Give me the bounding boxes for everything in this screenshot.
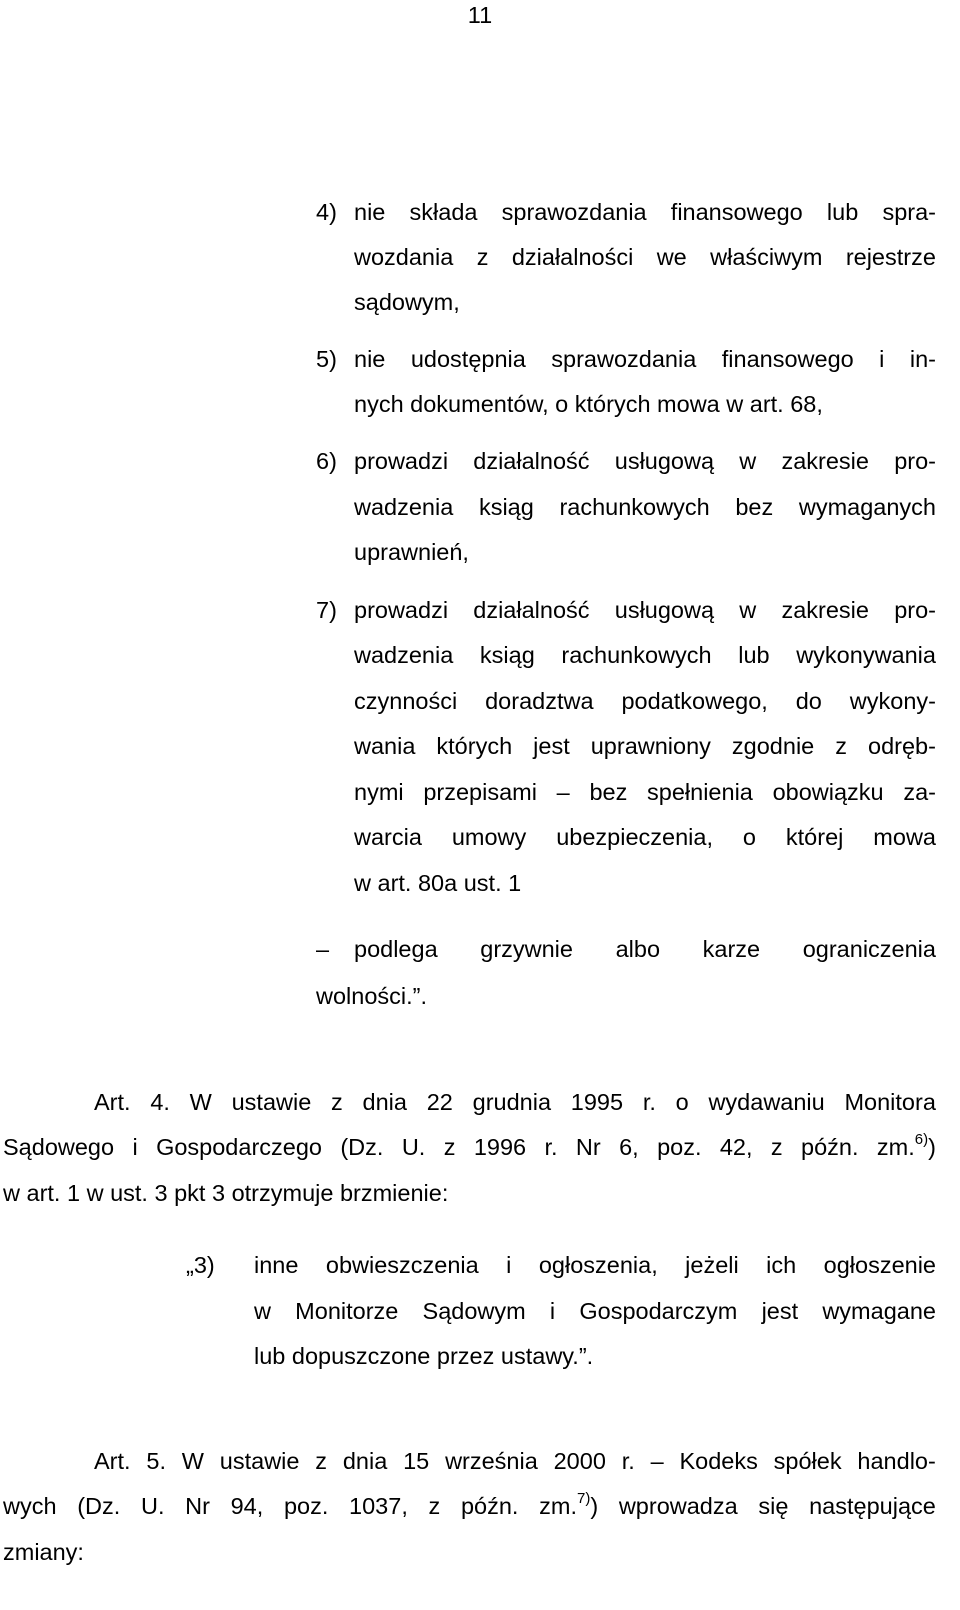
list-item-line: warcia umowy ubezpieczenia, o której mowa	[354, 824, 936, 850]
art5-line-end: zmiany:	[3, 1539, 84, 1565]
footnote-ref: 7)	[576, 1490, 591, 1508]
list-item-line: wadzenia ksiąg rachunkowych bez wymaganych	[354, 494, 936, 520]
list-item-line: nymi przepisami – bez spełnienia obowiązku za-	[354, 779, 936, 805]
art4-line: Art. 4. W ustawie z dnia 22 grudnia 1995 r. o wydawaniu Monitora	[94, 1089, 936, 1115]
list-item-line: w art. 80a ust. 1	[354, 870, 522, 896]
quote-line: w Monitorze Sądowym i Gospodarczym jest wymagane	[254, 1298, 936, 1324]
list-item-line: czynności doradztwa podatkowego, do wykony-	[354, 688, 936, 714]
penalty-line: podlega grzywnie albo karze ograniczenia	[354, 936, 936, 962]
list-item-line: sądowym,	[354, 289, 460, 315]
list-item-line: prowadzi działalność usługową w zakresie pro-	[354, 597, 936, 623]
list-item-line: wozdania z działalności we właściwym rejestrze	[354, 244, 936, 270]
list-item-number: 6)	[316, 448, 337, 474]
art5-line: Art. 5. W ustawie z dnia 15 września 2000 r. – Kodeks spółek handlo-	[94, 1448, 936, 1474]
penalty-dash: –	[316, 936, 330, 962]
quote-line: inne obwieszczenia i ogłoszenia, jeżeli ich ogłoszenie	[254, 1252, 936, 1278]
art5-line-footnote: wych (Dz. U. Nr 94, poz. 1037, z późn. zm.$^{7)}$) wprowadza się następujące	[3, 1490, 936, 1519]
art4-line-footnote: Sądowego i Gospodarczego (Dz. U. z 1996 r. Nr 6, poz. 42, z późn. zm.$^{6)}$)	[3, 1131, 936, 1160]
quote-line: lub dopuszczone przez ustawy.”.	[254, 1343, 594, 1369]
list-item-line: wania których jest uprawniony zgodnie z odręb-	[354, 733, 936, 759]
list-item-number: 4)	[316, 199, 337, 225]
quote-number: „3)	[186, 1252, 215, 1278]
list-item-number: 7)	[316, 597, 337, 623]
page-number: 11	[467, 2, 493, 28]
list-item-line: uprawnień,	[354, 539, 469, 565]
penalty-line-end: wolności.”.	[316, 983, 428, 1009]
list-item-line: prowadzi działalność usługową w zakresie pro-	[354, 448, 936, 474]
list-item-line: nie składa sprawozdania finansowego lub spra-	[354, 199, 936, 225]
list-item-line: wadzenia ksiąg rachunkowych lub wykonywania	[354, 642, 936, 668]
art4-line-end: w art. 1 w ust. 3 pkt 3 otrzymuje brzmienie:	[3, 1180, 449, 1206]
list-item-line: nie udostępnia sprawozdania finansowego i in-	[354, 346, 936, 372]
list-item-number: 5)	[316, 346, 337, 372]
footnote-ref: 6)	[914, 1131, 929, 1149]
list-item-line: nych dokumentów, o których mowa w art. 68,	[354, 391, 823, 417]
